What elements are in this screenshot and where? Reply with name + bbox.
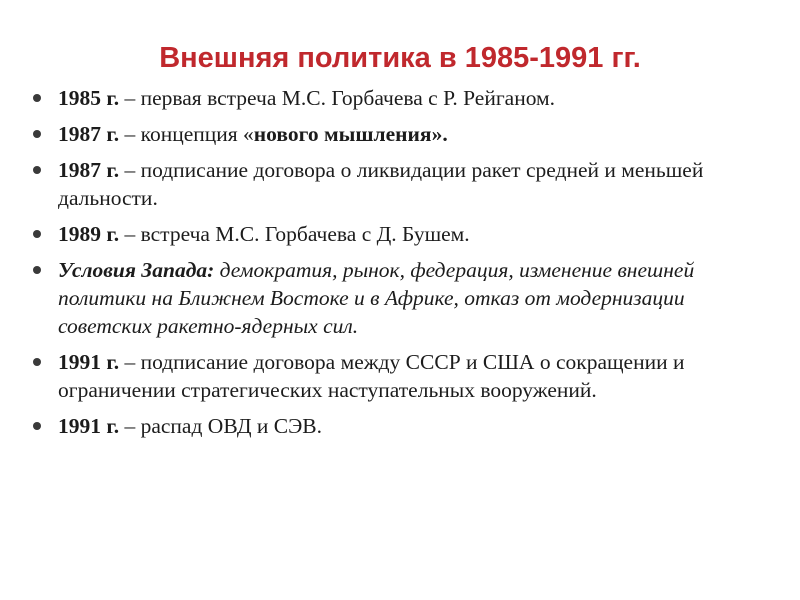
bullet-icon <box>33 166 41 174</box>
item-year: 1991 г. <box>58 414 120 438</box>
item-year: 1985 г. <box>58 86 120 110</box>
list-item <box>30 120 780 148</box>
list-item-western-conditions <box>30 256 780 340</box>
item-year: 1987 г. <box>58 122 120 146</box>
list-item <box>30 348 780 404</box>
item-text: демократия, рынок, федерация, изменение внешней политики на Ближнем Востоке и в Африке, отказ от модернизации советских ракетно-ядерных сил. <box>58 258 695 338</box>
list-item <box>30 84 780 112</box>
item-year: 1991 г. <box>58 350 120 374</box>
bullet-icon <box>33 358 41 366</box>
item-text: – встреча М.С. Горбачева с Д. Бушем. <box>119 222 470 246</box>
item-text: – подписание договора о ликвидации ракет средней и меньшей дальности. <box>58 158 704 210</box>
item-text: – распад ОВД и СЭВ. <box>119 414 323 438</box>
item-emphasis: нового мышления <box>253 122 432 146</box>
item-year: 1987 г. <box>58 158 120 182</box>
item-year: 1989 г. <box>58 222 120 246</box>
slide-title: Внешняя политика в 1985-1991 гг. <box>159 42 641 74</box>
item-text: – концепция « <box>119 122 254 146</box>
list-item <box>30 220 780 248</box>
bullet-icon <box>33 94 41 102</box>
item-tail: ». <box>431 122 448 146</box>
bullet-icon <box>33 422 41 430</box>
bullet-icon <box>33 266 41 274</box>
item-label: Условия Запада: <box>58 258 215 282</box>
list-item <box>30 156 780 212</box>
list-item <box>30 412 780 440</box>
bullet-icon <box>33 130 41 138</box>
item-text: – подписание договора между СССР и США о сокращении и ограничении стратегических наступательных вооружений. <box>58 350 685 402</box>
item-text: – первая встреча М.С. Горбачева с Р. Рейганом. <box>119 86 556 110</box>
bullet-icon <box>33 230 41 238</box>
bullet-list <box>30 84 780 448</box>
